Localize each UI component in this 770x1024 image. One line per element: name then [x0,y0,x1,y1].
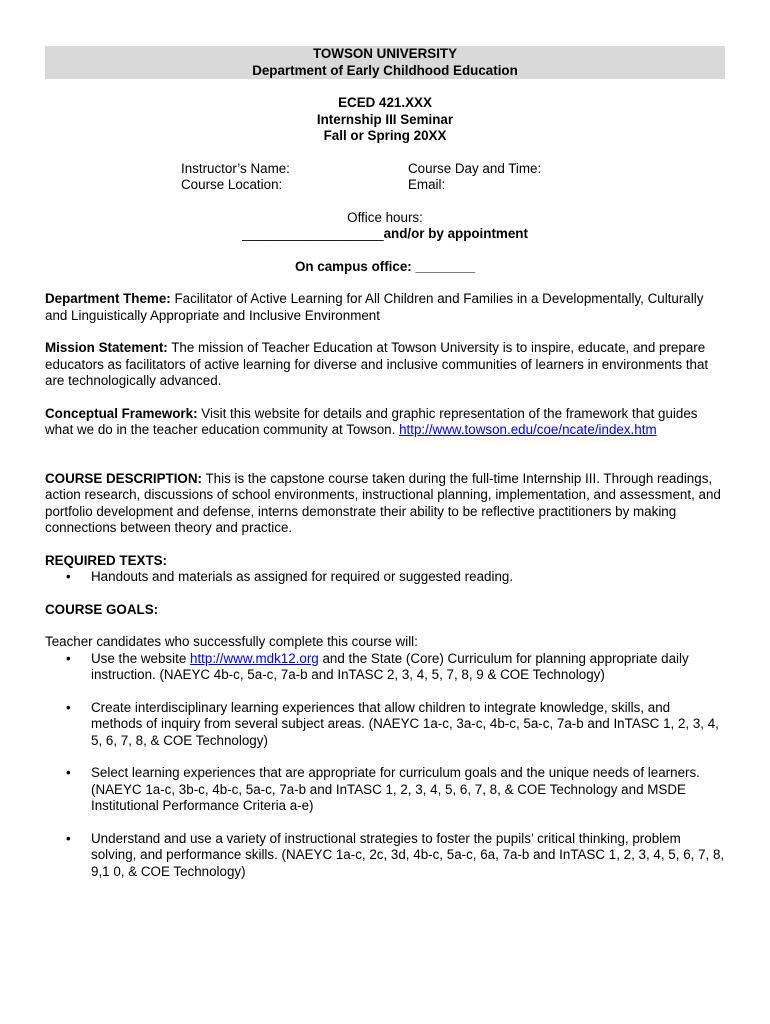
list-item [45,569,725,586]
university-name: TOWSON UNIVERSITY [312,46,458,61]
required-text-item: Handouts and materials as assigned for required or suggested reading. [91,569,514,584]
goal-3-text: Select learning experiences that are appropriate for curriculum goals and the unique needs of learners. (NAEYC 1a-c, 3b-c, 4b-c, 5a-c, 7a-b and InTASC 1, 2, 3, 4, 5, 6, 7, 8, & COE Technology and MSDE Institutional Performance Criteria a-e) [91,765,700,813]
list-item [45,765,725,815]
theme-text: Facilitator of Active Learning for All Children and Families in a Developmentally, Culturally and Linguistically Appropriate and Inclusive Environment [45,291,704,323]
goal-1-before: Use the website [91,650,190,666]
goal-1-after: and the State (Core) Curriculum for planning appropriate daily instruction. (NAEYC 4b-c, 5a-c, 7a-b and InTASC 2, 3, 4, 5, 7, 8, 9 & COE Technology) [91,650,689,682]
bullet-icon: • [66,699,71,715]
goals-intro: Teacher candidates who successfully complete this course will: [45,634,418,649]
bullet-icon: • [66,765,71,780]
instructor-label: Instructor’s Name: [181,160,290,176]
mdk12-link[interactable]: http://www.mdk12.org [190,650,319,666]
description-label: COURSE DESCRIPTION: [45,470,202,486]
goal-4-text: Understand and use a variety of instructional strategies to foster the pupils’ critical thinking, problem solving, and performance skills. (NAEYC 1a-c, 2c, 3d, 4b-c, 5a-c, 6a, 7a-b and InTASC 1, 2, 3, 4, 5, 6, 7, 8, 9,1 0, & COE Technology) [91,830,725,879]
syllabus-page [45,46,725,880]
bullet-icon: • [66,569,71,584]
framework-link[interactable]: http://www.towson.edu/coe/ncate/index.htm [399,422,657,437]
theme-label: Department Theme: [45,291,171,306]
framework-text: Visit this website for details and graphic representation of the framework that guides what we do in the teacher education community at Towson. [45,405,698,437]
office-hours-label: Office hours: [347,209,423,225]
email-label: Email: [408,177,446,192]
mission-text: The mission of Teacher Education at Towson University is to inspire, educate, and prepare educators as facilitators of active learning for diverse and inclusive communities of learners in environments that are technologically advanced. [45,340,709,388]
conceptual-framework [45,406,725,439]
description-text: This is the capstone course taken during the full-time Internship III. Through readings, action research, discussions of school environments, instructional planning, implementation, and assessment, and portfolio development and defense, interns demonstrate their ability to be reflective practitioners by making connections between theory and practice. [45,470,721,535]
course-heading [45,95,725,145]
course-goals-list [45,651,725,881]
goal-2-text: Create interdisciplinary learning experiences that allow children to integrate knowledge, skills, and methods of inquiry from several subject areas. (NAEYC 1a-c, 3a-c, 4b-c, 5a-c, 7a-b and InTASC 1, 2, 3, 4, 5, 6, 7, 8, & COE Technology) [91,699,719,748]
office-hours-block [45,210,725,243]
day-time-label: Course Day and Time: [408,160,542,176]
course-term: Fall or Spring 20XX [323,128,447,143]
bullet-icon: • [66,650,71,666]
required-texts-heading: REQUIRED TEXTS: [45,552,168,568]
course-description [45,471,725,537]
mission-label: Mission Statement: [45,340,168,355]
campus-office: On campus office: ________ [294,258,476,274]
list-item [45,831,725,881]
header-banner [45,46,725,79]
course-info-grid [181,161,725,194]
required-texts-list [45,569,725,586]
list-item [45,651,725,684]
department-name: Department of Early Childhood Education [252,62,518,78]
course-code: ECED 421.XXX [338,95,432,110]
appointment-text: and/or by appointment [383,226,528,241]
course-title: Internship III Seminar [316,111,454,127]
list-item [45,700,725,750]
department-theme [45,291,725,324]
bullet-icon: • [66,830,71,846]
mission-statement [45,340,725,390]
office-hours-line [45,226,725,243]
framework-label: Conceptual Framework: [45,405,198,421]
course-goals-heading: COURSE GOALS: [45,601,159,617]
office-hours-blank: ___________________ [242,226,384,241]
location-label: Course Location: [181,177,283,192]
